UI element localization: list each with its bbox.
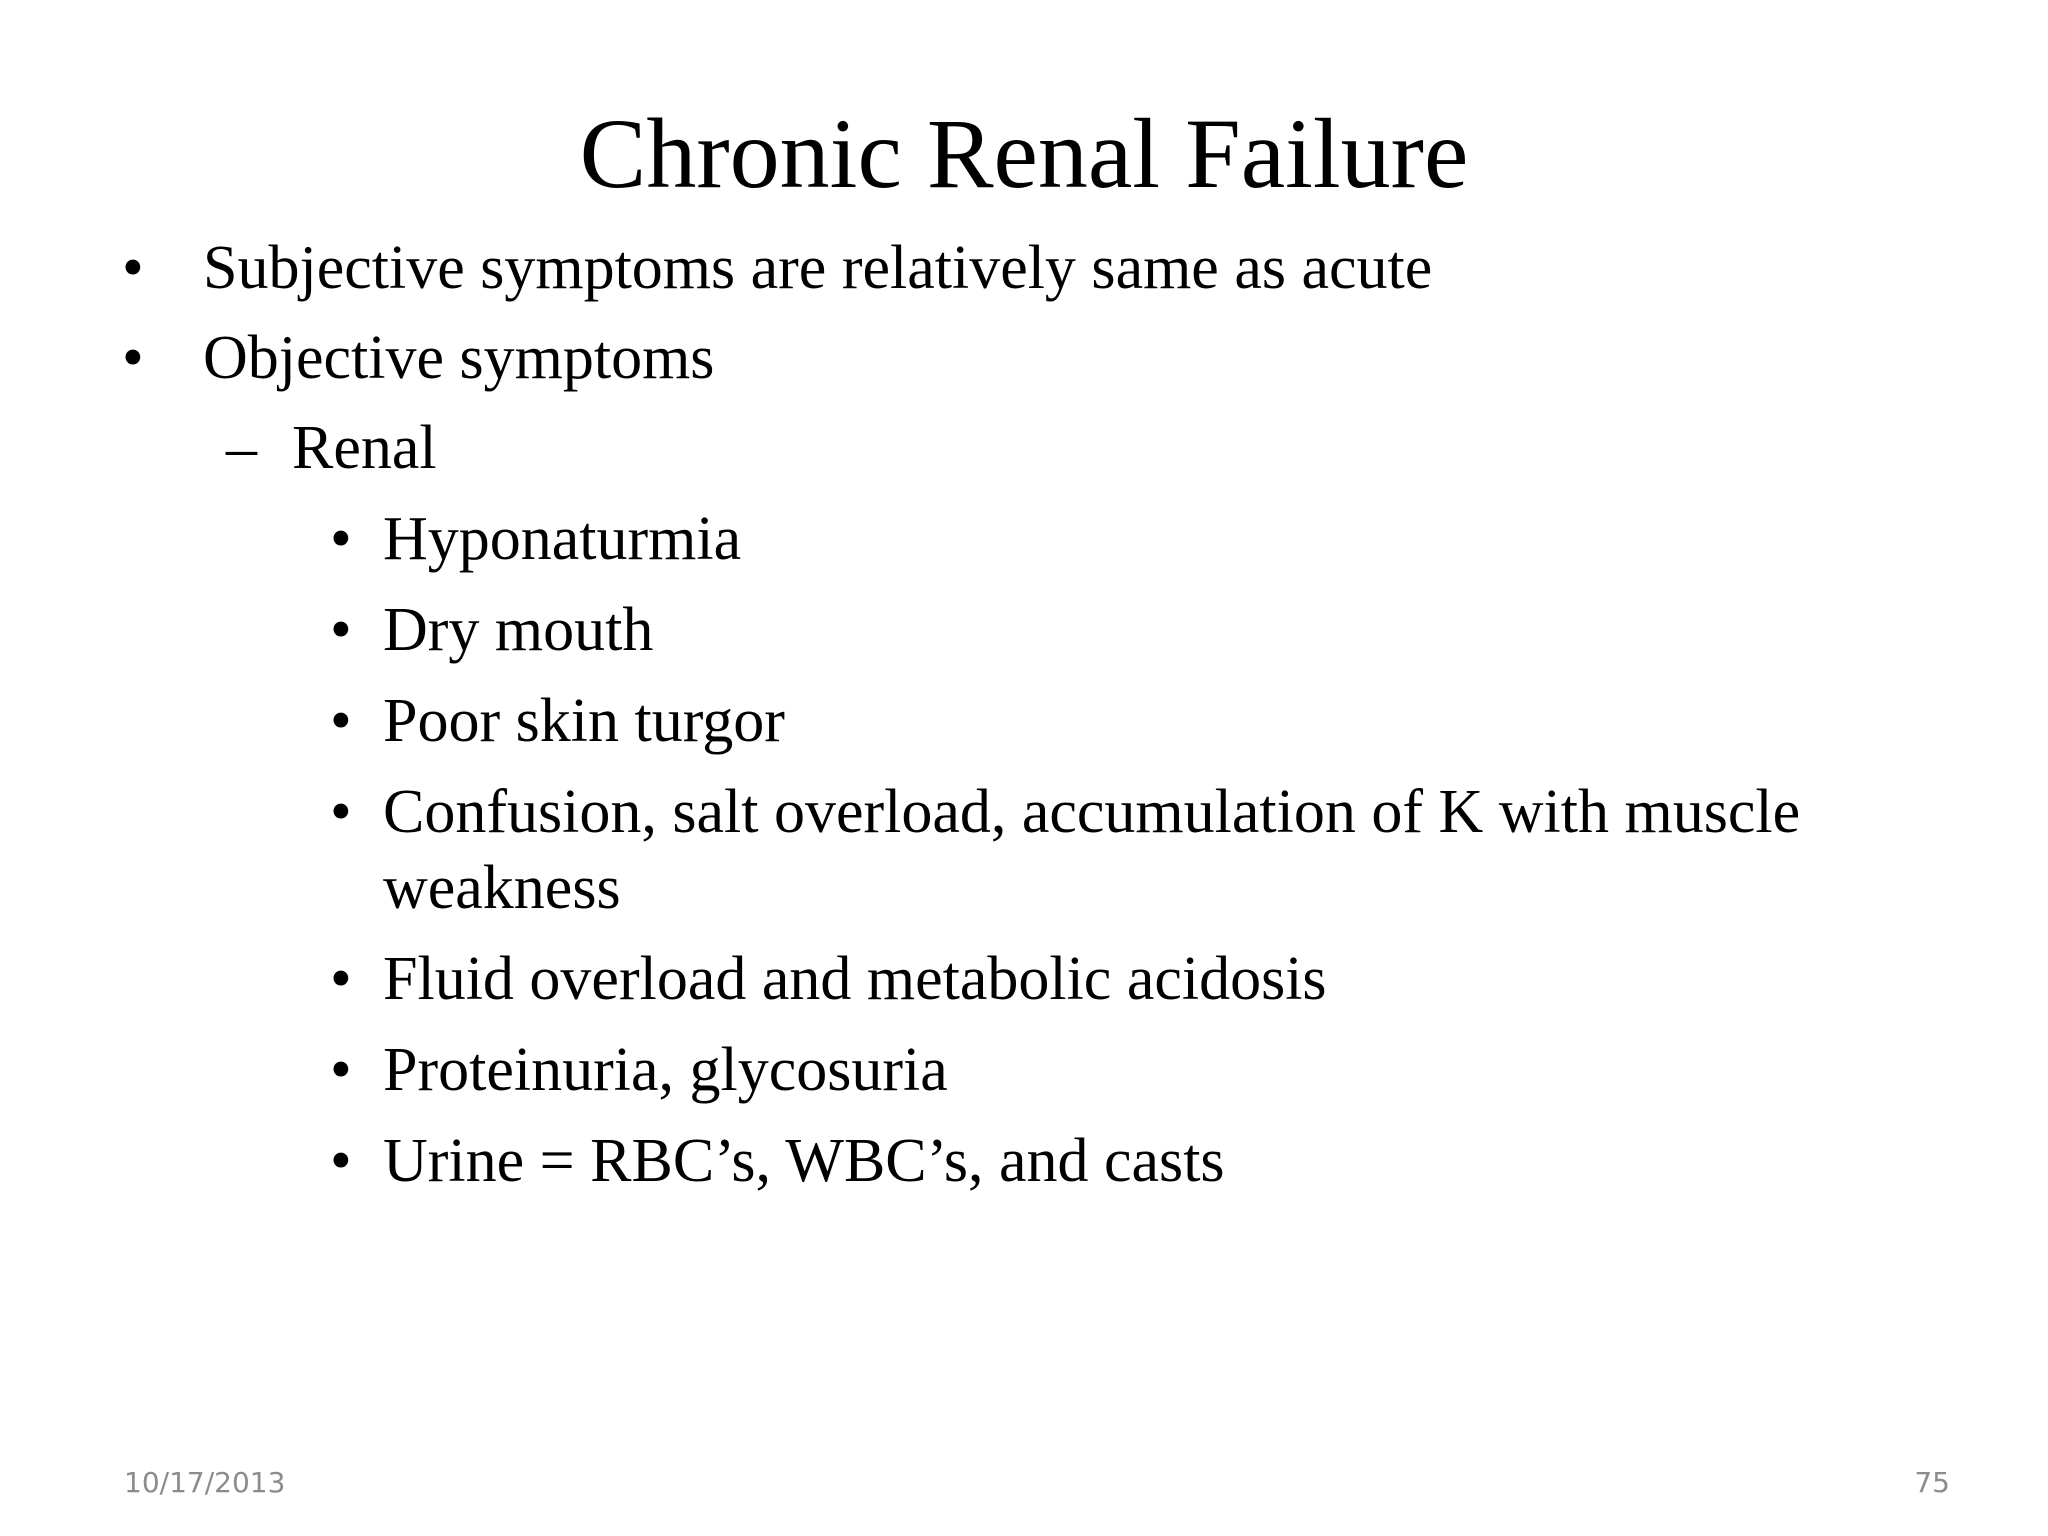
slide-title: Chronic Renal Failure: [579, 98, 1469, 209]
bullet-icon: •: [330, 596, 352, 664]
list-item-fluid-overload: Fluid overload and metabolic acidosis: [383, 945, 1327, 1013]
footer-date: 10/17/2013: [124, 1466, 286, 1499]
list-item-proteinuria: Proteinuria, glycosuria: [383, 1036, 948, 1104]
bullet-icon: •: [330, 687, 352, 755]
bullet-text-subjective: Subjective symptoms are relatively same as acute: [203, 234, 1433, 302]
bullet-text-objective: Objective symptoms: [203, 324, 715, 392]
bullet-icon: •: [330, 945, 352, 1013]
list-item-dry-mouth: Dry mouth: [383, 596, 654, 664]
list-item-hyponaturmia: Hyponaturmia: [383, 505, 742, 573]
bullet-icon: •: [330, 778, 352, 846]
bullet-icon: •: [330, 1036, 352, 1104]
bullet-icon: •: [122, 324, 144, 392]
bullet-icon: •: [330, 505, 352, 573]
list-item-urine: Urine = RBC’s, WBC’s, and casts: [383, 1127, 1225, 1195]
bullet-icon: •: [330, 1127, 352, 1195]
list-item-confusion-continued: weakness: [383, 854, 621, 922]
bullet-icon: •: [122, 234, 144, 302]
dash-icon: –: [226, 414, 257, 482]
list-item-poor-skin-turgor: Poor skin turgor: [383, 687, 785, 755]
footer-page-number: 75: [1914, 1466, 1950, 1499]
list-item-confusion: Confusion, salt overload, accumulation of K with muscle: [383, 778, 1801, 846]
subitem-renal: Renal: [292, 414, 437, 482]
